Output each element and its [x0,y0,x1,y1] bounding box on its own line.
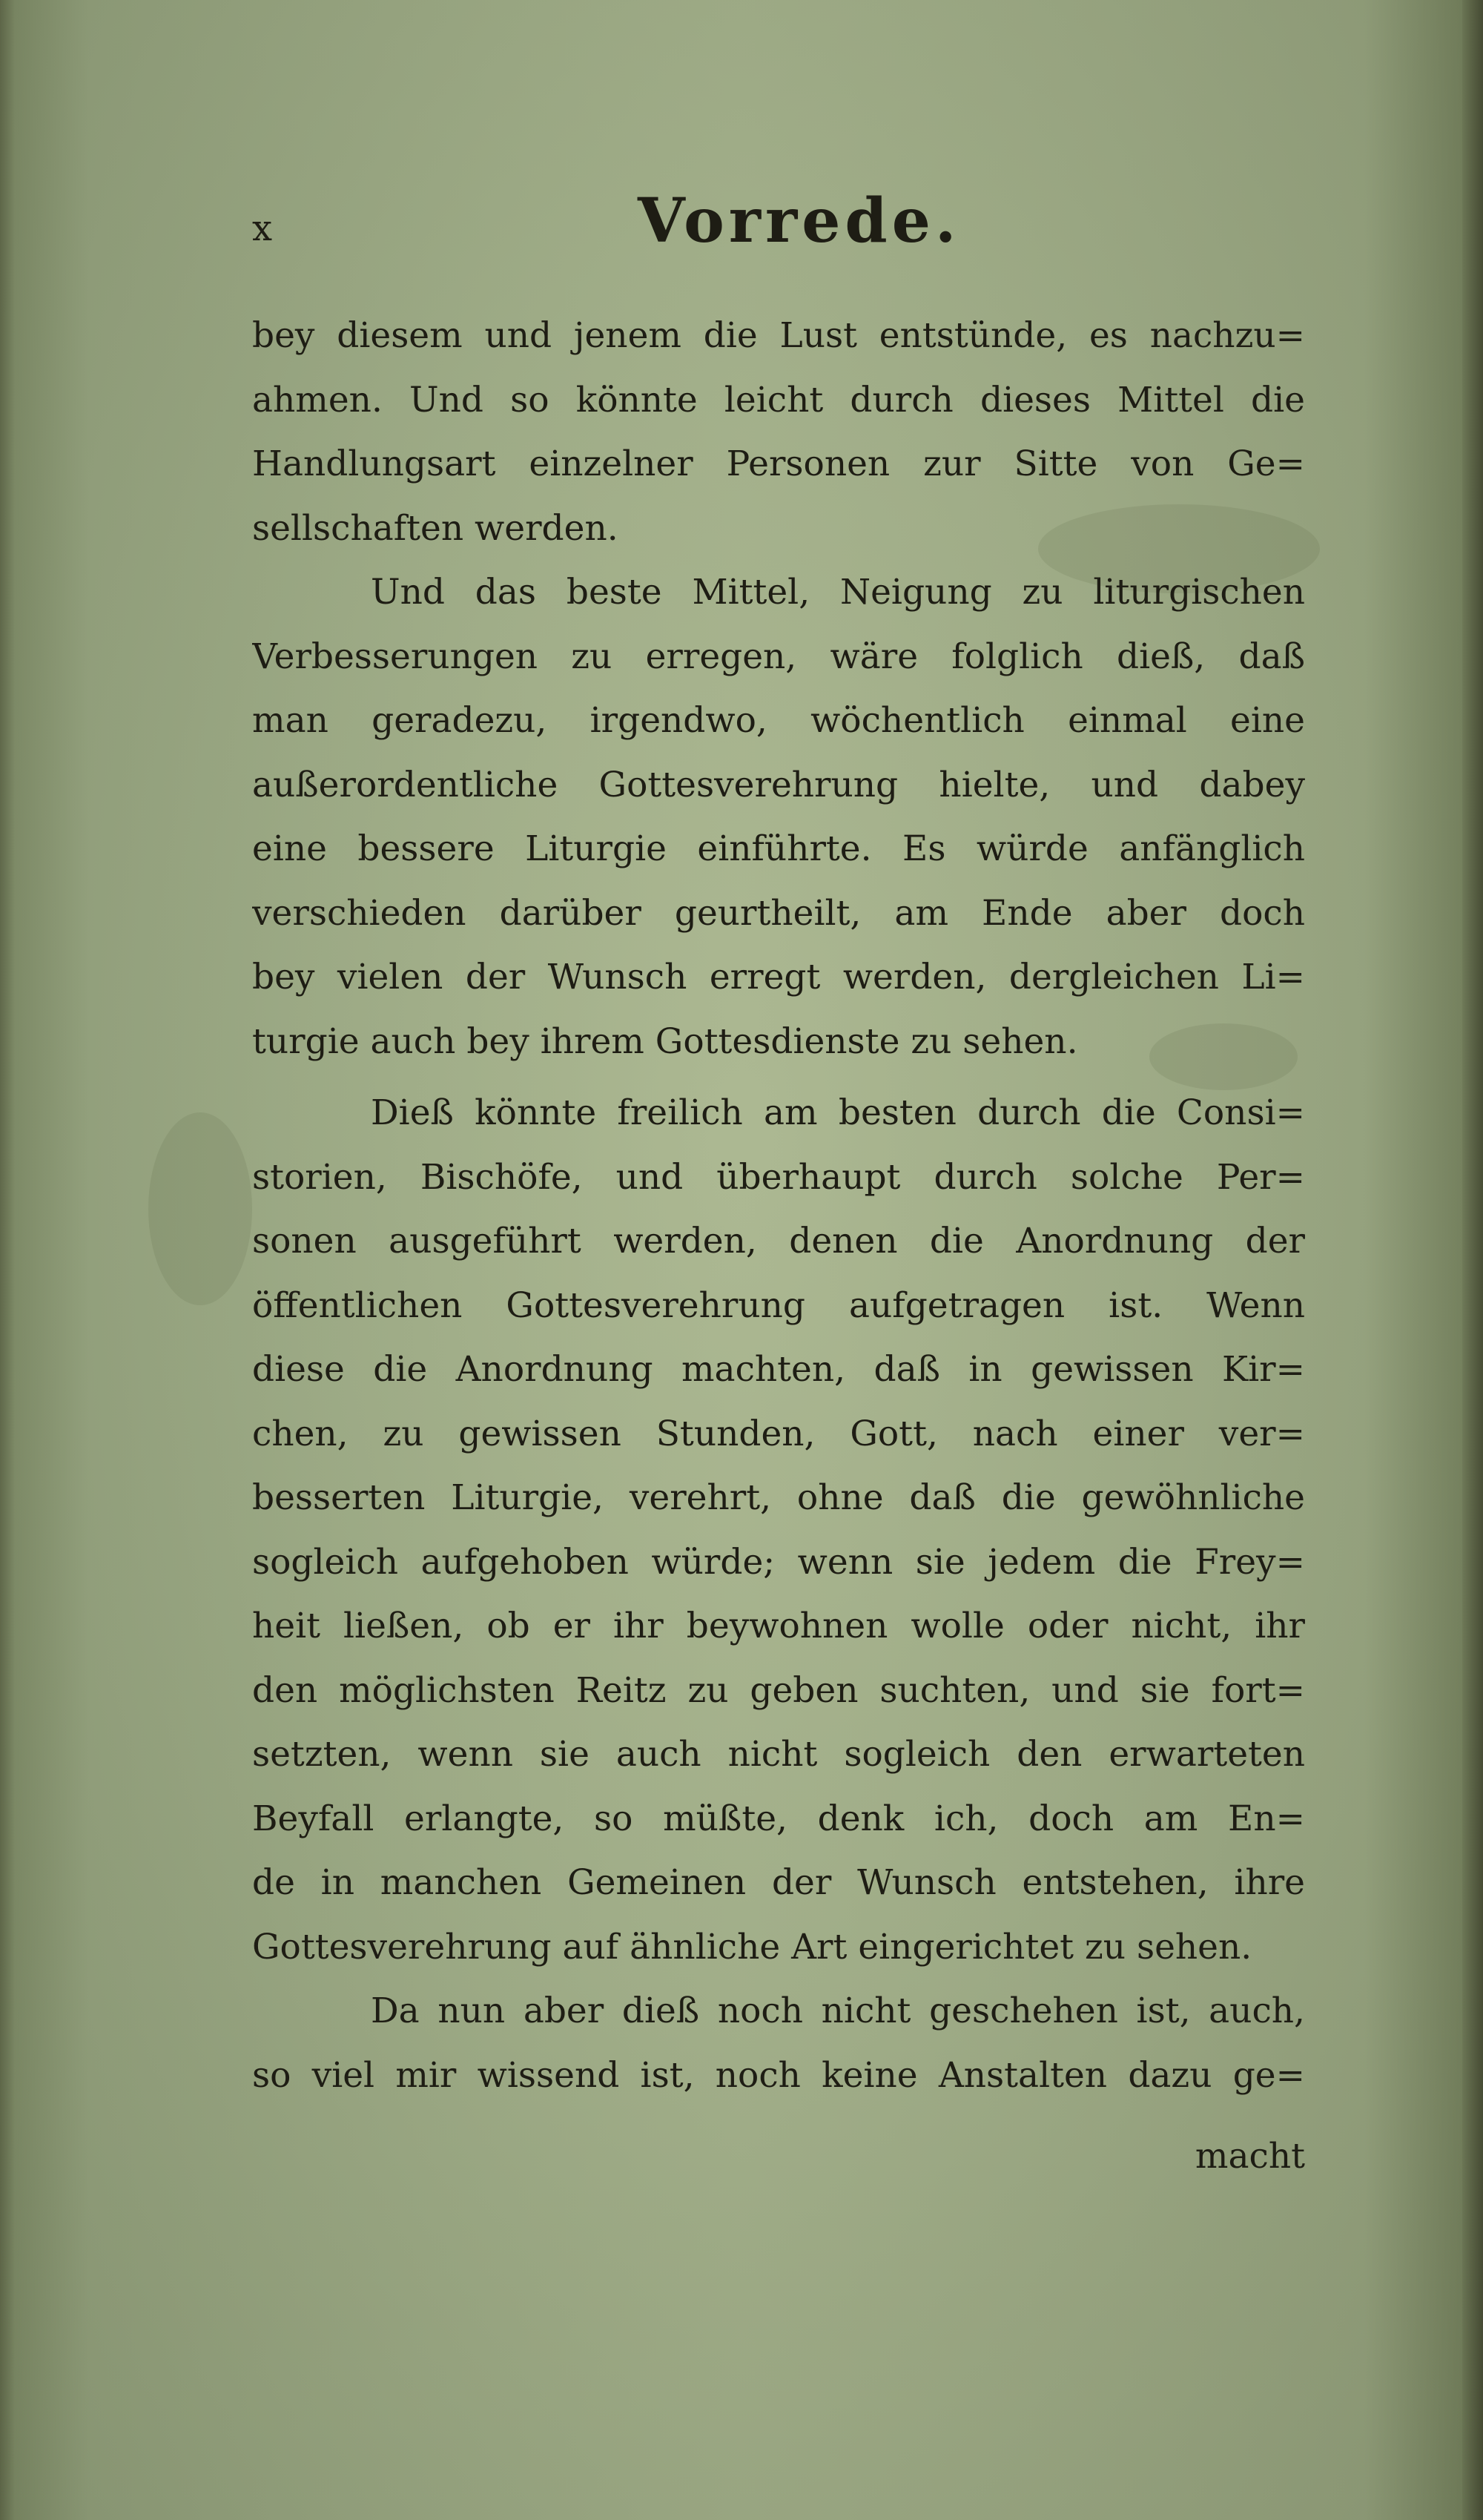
page-header [252,185,1320,274]
running-title: Vorrede. [638,185,961,257]
catchword: macht [1195,2136,1305,2177]
page-left-edge-shadow [0,0,15,2520]
text-line: Gottesverehrung auf ähnliche Art eingerichtet zu sehen. [252,1926,1252,1967]
text-line: sogleich aufgehoben würde; wenn sie jedem die Frey= [252,1541,1305,1583]
text-line: heit ließen, ob er ihr beywohnen wolle oder nicht, ihr [252,1606,1305,1646]
text-line: storien, Bischöfe, und überhaupt durch solche Per= [252,1156,1305,1198]
text-line: chen, zu gewissen Stunden, Gott, nach einer ver= [252,1413,1305,1454]
page-right-edge-shadow [1462,0,1483,2520]
text-line: de in manchen Gemeinen der Wunsch entstehen, ihre [252,1862,1305,1903]
text-line: verschieden darüber geurtheilt, am Ende aber doch [252,892,1305,934]
text-line: Verbesserungen zu erregen, wäre folglich dieß, daß [252,636,1305,677]
text-line: bey diesem und jenem die Lust entstünde, es nachzu= [252,315,1305,356]
text-line: turgie auch bey ihrem Gottesdienste zu sehen. [252,1020,1078,1062]
text-line: den möglichsten Reitz zu geben suchten, und sie fort= [252,1669,1305,1711]
text-line: setzten, wenn sie auch nicht sogleich den erwarteten [252,1734,1305,1775]
paragraph-gap [252,1074,1305,1081]
text-line: ahmen. Und so könnte leicht durch dieses Mittel die [252,379,1305,420]
text-line: öffentlichen Gottesverehrung aufgetragen ist. Wenn [252,1284,1305,1326]
text-line: diese die Anordnung machten, daß in gewissen Kir= [252,1349,1305,1390]
paper-stain [148,1112,252,1305]
text-line: so viel mir wissend ist, noch keine Anstalten dazu ge= [252,2054,1305,2096]
text-line: sellschaften werden. [252,507,618,549]
text-line: Beyfall erlangte, so müßte, denk ich, doch am En= [252,1798,1305,1839]
body-text [252,304,1305,2108]
paragraph-first-line: Und das beste Mittel, Neigung zu liturgischen [371,572,1305,613]
text-line: bey vielen der Wunsch erregt werden, dergleichen Li= [252,957,1305,997]
text-line: Handlungsart einzelner Personen zur Sitte von Ge= [252,443,1305,484]
page-number: x [252,208,273,249]
text-line: außerordentliche Gottesverehrung hielte, und dabey [252,764,1305,805]
text-line: besserten Liturgie, verehrt, ohne daß die gewöhnliche [252,1477,1305,1518]
text-line: eine bessere Liturgie einführte. Es würde anfänglich [252,828,1305,869]
paragraph-first-line: Da nun aber dieß noch nicht geschehen ist, auch, [371,1990,1305,2031]
text-line: sonen ausgeführt werden, denen die Anordnung der [252,1221,1305,1261]
paragraph-first-line: Dieß könnte freilich am besten durch die Consi= [371,1092,1305,1133]
text-line: man geradezu, irgendwo, wöchentlich einmal eine [252,700,1305,741]
